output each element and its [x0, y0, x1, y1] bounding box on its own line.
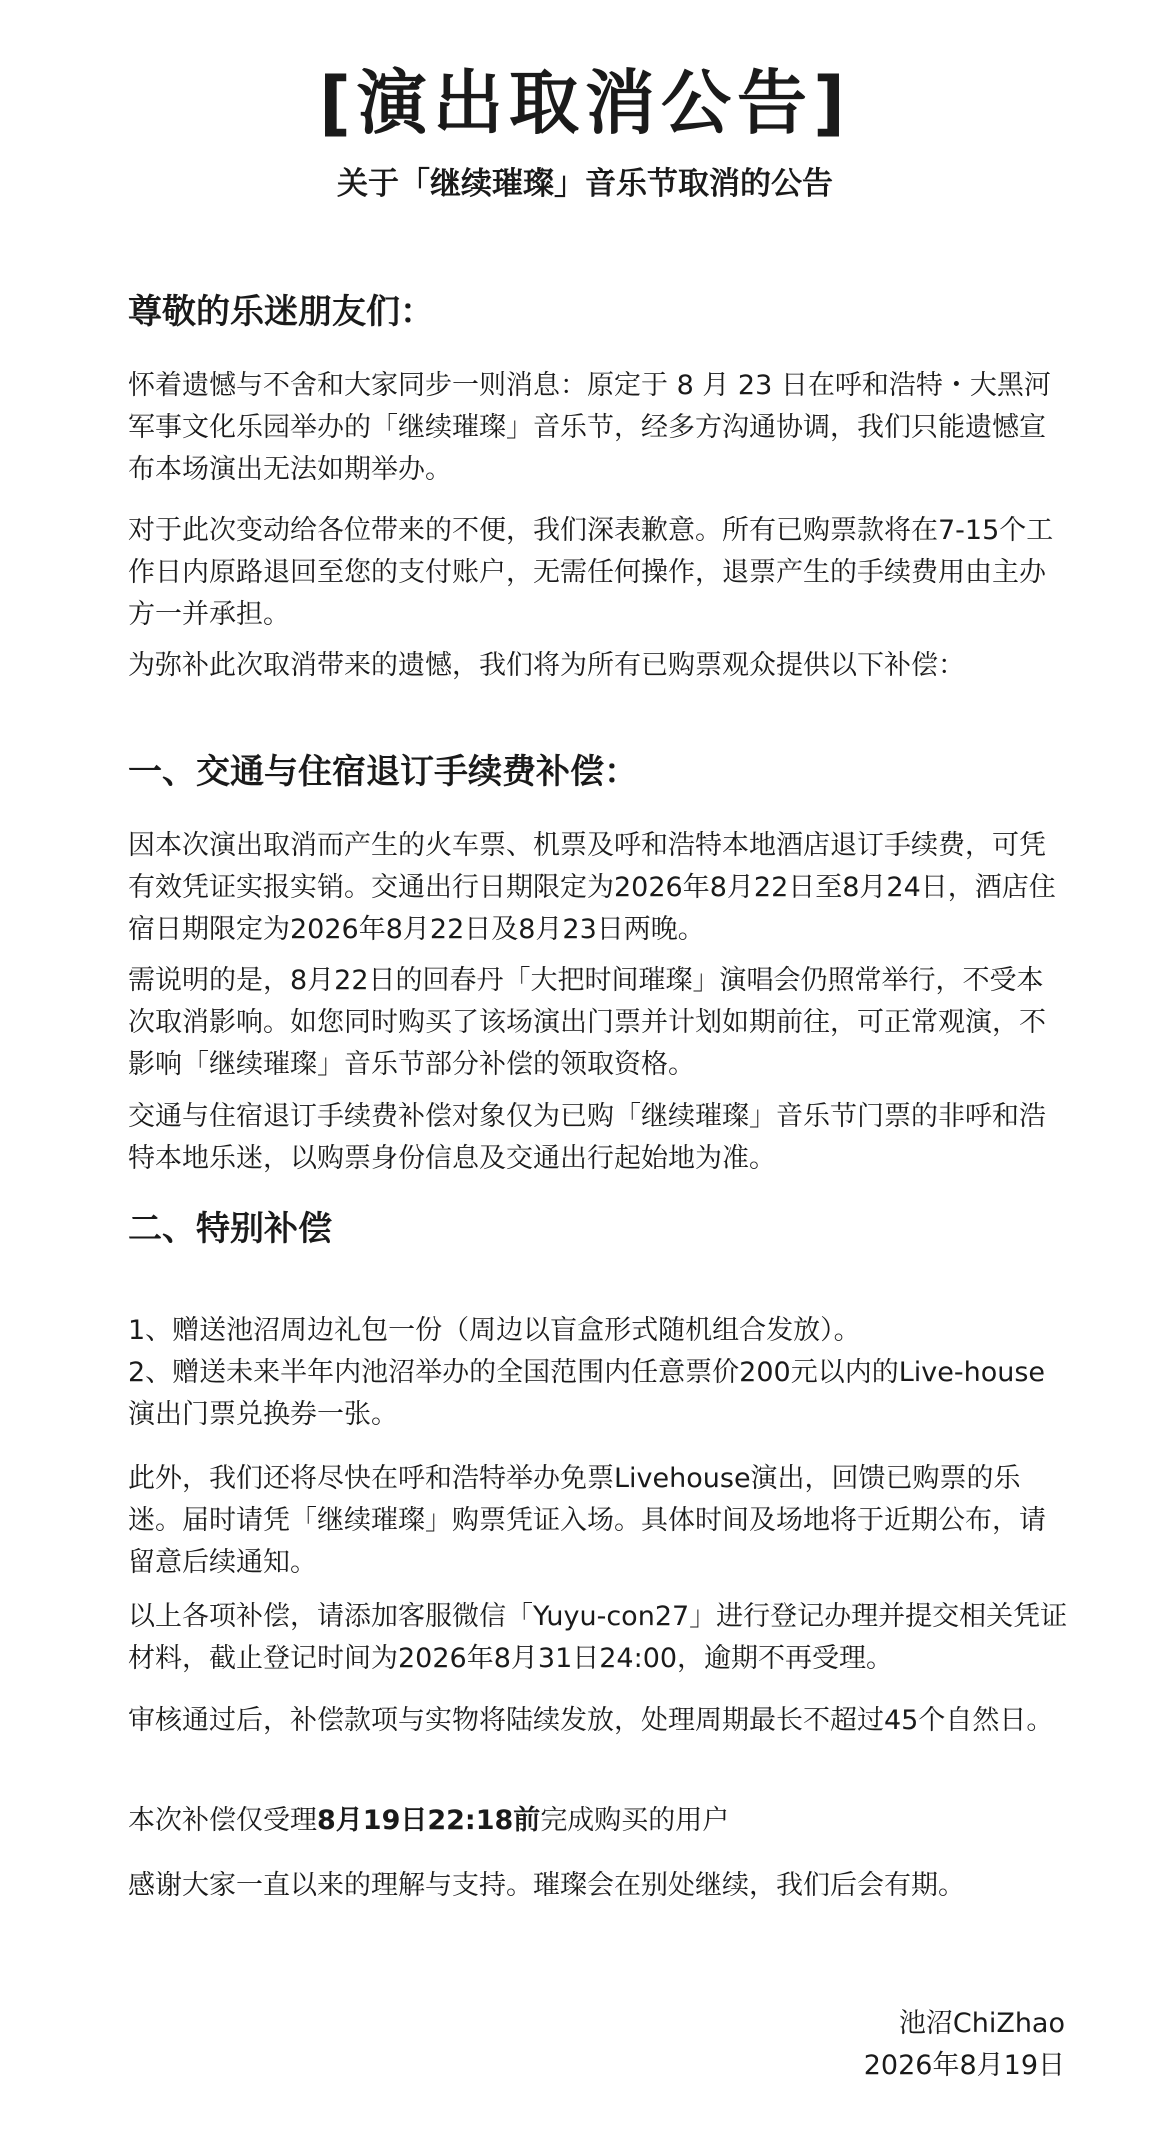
closing-paragraph: 感谢大家一直以来的理解与支持。璀璨会在别处继续，我们后会有期。	[128, 1870, 965, 1901]
section-2-paragraph-3: 审核通过后，补偿款项与实物将陆续发放，处理周期最长不超过45个自然日。	[128, 1705, 1054, 1736]
greeting: 尊敬的乐迷朋友们：	[128, 292, 434, 332]
eligibility-note	[128, 1800, 1068, 1842]
signature-date: 2026年8月19日	[863, 2050, 1065, 2081]
eligibility-suffix: 完成购买的用户	[540, 1805, 730, 1836]
intro-paragraph-1: 怀着遗憾与不舍和大家同步一则消息：原定于 8 月 23 日在呼和浩特・大黑河军事文化乐园举办的「继续璀璨」音乐节，经多方沟通协调，我们只能遗憾宣布本场演出无法如期举办。	[128, 370, 1051, 485]
section-1-paragraph-3: 交通与住宿退订手续费补偿对象仅为已购「继续璀璨」音乐节门票的非呼和浩特本地乐迷，以购票身份信息及交通出行起始地为准。	[128, 1101, 1046, 1174]
intro-paragraph-2: 对于此次变动给各位带来的不便，我们深表歉意。所有已购票款将在7-15个工作日内原路退回至您的支付账户，无需任何操作，退票产生的手续费用由主办方一并承担。	[128, 515, 1054, 630]
eligibility-prefix: 本次补偿仅受理	[128, 1805, 317, 1836]
compensation-item-2: 2、赠送未来半年内池沼举办的全国范围内任意票价200元以内的Live-house演出门票兑换券一张。	[128, 1357, 1046, 1430]
section-1-paragraph-2: 需说明的是，8月22日的回春丹「大把时间璀璨」演唱会仍照常举行，不受本次取消影响。如您同时购买了该场演出门票并计划如期前往，可正常观演，不影响「继续璀璨」音乐节部分补偿的领取资格。	[128, 965, 1046, 1080]
compensation-item-1: 1、赠送池沼周边礼包一份（周边以盲盒形式随机组合发放）。	[128, 1315, 861, 1346]
eligibility-deadline: 8月19日22:18前	[317, 1805, 541, 1836]
section-2-heading: 二、特别补偿	[128, 1209, 332, 1249]
section-1-paragraph-1: 因本次演出取消而产生的火车票、机票及呼和浩特本地酒店退订手续费，可凭有效凭证实报实销。交通出行日期限定为2026年8月22日至8月24日，酒店住宿日期限定为2026年8月22日及8月23日两晚。	[128, 830, 1056, 945]
page-title: [演出取消公告]	[319, 62, 851, 144]
section-2-paragraph-1: 此外，我们还将尽快在呼和浩特举办免票Livehouse演出，回馈已购票的乐迷。届时请凭「继续璀璨」购票凭证入场。具体时间及场地将于近期公布，请留意后续通知。	[128, 1463, 1046, 1578]
intro-paragraph-3: 为弥补此次取消带来的遗憾，我们将为所有已购票观众提供以下补偿：	[128, 650, 965, 681]
section-1-heading: 一、交通与住宿退订手续费补偿：	[128, 752, 638, 792]
page-subtitle: 关于「继续璀璨」音乐节取消的公告	[337, 166, 833, 202]
signature-name: 池沼ChiZhao	[898, 2008, 1065, 2039]
section-2-paragraph-2: 以上各项补偿，请添加客服微信「Yuyu-con27」进行登记办理并提交相关凭证材料，截止登记时间为2026年8月31日24:00，逾期不再受理。	[128, 1601, 1068, 1674]
